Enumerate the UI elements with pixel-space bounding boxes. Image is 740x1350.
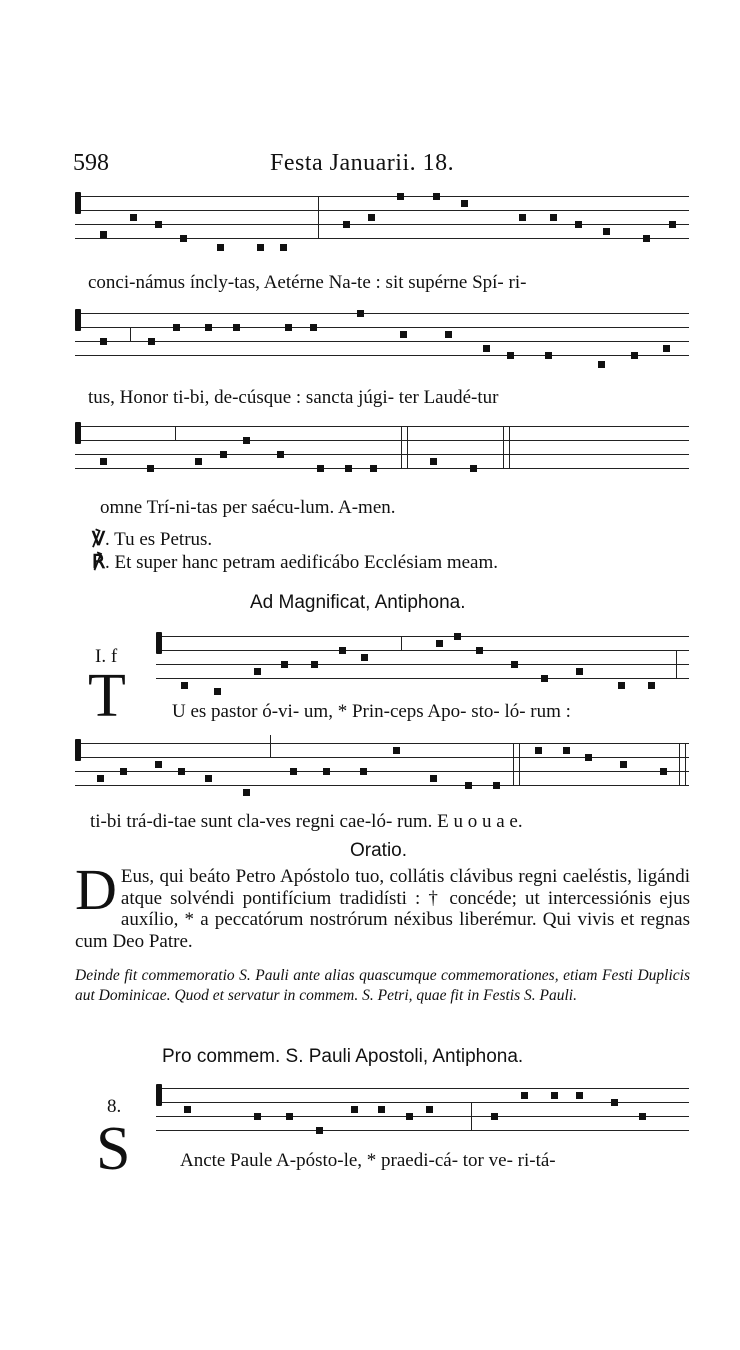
- music-staff-6: [156, 1080, 689, 1132]
- hymn-lyrics-line-3: omne Trí-ni-tas per saécu-lum. A-men.: [100, 497, 396, 518]
- music-staff-1: [75, 188, 689, 240]
- oratio-heading: Oratio.: [350, 840, 408, 861]
- prayer-text: [75, 857, 690, 952]
- drop-cap-initial-s: S: [96, 1115, 131, 1183]
- magnificat-lyrics-line-2: ti-bi trá-di-tae sunt cla-ves regni cae-ló- rum. E u o u a e.: [90, 811, 523, 832]
- page-title: Festa Januarii. 18.: [270, 150, 455, 176]
- mode-indicator-8: 8.: [107, 1096, 122, 1117]
- page-number: 598: [73, 150, 109, 176]
- magnificat-lyrics-line-1: U es pastor ó-vi- um, * Prin-ceps Apo- sto- ló- rum :: [172, 701, 571, 722]
- response: [92, 551, 498, 574]
- versicle: [92, 528, 212, 551]
- magnificat-heading: Ad Magnificat, Antiphona.: [250, 592, 466, 613]
- music-staff-4: [156, 628, 689, 680]
- music-staff-5: [75, 735, 689, 787]
- mode-indicator: I. f: [95, 646, 118, 667]
- response-symbol: ℟: [92, 552, 105, 573]
- response-text: . Et super hanc petram aedificábo Ecclésiam meam.: [105, 552, 499, 573]
- versicle-symbol: ℣: [92, 529, 105, 550]
- do-clef-icon: [156, 1084, 162, 1106]
- hymn-lyrics-line-2: tus, Honor ti-bi, de-cúsque : sancta júgi- ter Laudé-tur: [88, 387, 499, 408]
- drop-cap-initial: T: [88, 662, 126, 730]
- rubric-note: Deinde fit commemoratio S. Pauli ante alias quascumque commemorationes, etiam Festi Duplicis aut Dominicae. Quod et servatur in commem. S. Petri, quae fit in Festis S. Pauli.: [75, 967, 690, 1004]
- do-clef-icon: [75, 192, 81, 214]
- do-clef-icon: [75, 739, 81, 761]
- prayer-drop-cap: D: [75, 857, 117, 922]
- do-clef-icon: [75, 422, 81, 444]
- do-clef-icon: [156, 632, 162, 654]
- prayer-body: Eus, qui beáto Petro Apóstolo tuo, collátis clávibus regni caeléstis, ligándi atque solvéndi pontifícium tradidísti : † concéde; ut intercessiónis ejus auxílio, * a peccatórum nostrórum néxibus liberémur. Qui vivis et regnas cum Deo Patre.: [75, 866, 690, 952]
- versicle-text: . Tu es Petrus.: [105, 529, 213, 550]
- hymn-lyrics-line-1: conci-námus íncly-tas, Aetérne Na-te : sit supérne Spí- ri-: [88, 272, 527, 293]
- commemoration-heading: Pro commem. S. Pauli Apostoli, Antiphona.: [162, 1046, 524, 1067]
- music-staff-2: [75, 305, 689, 357]
- commemoration-lyrics: Ancte Paule A-pósto-le, * praedi-cá- tor ve- ri-tá-: [180, 1150, 556, 1171]
- music-staff-3: [75, 418, 689, 470]
- do-clef-icon: [75, 309, 81, 331]
